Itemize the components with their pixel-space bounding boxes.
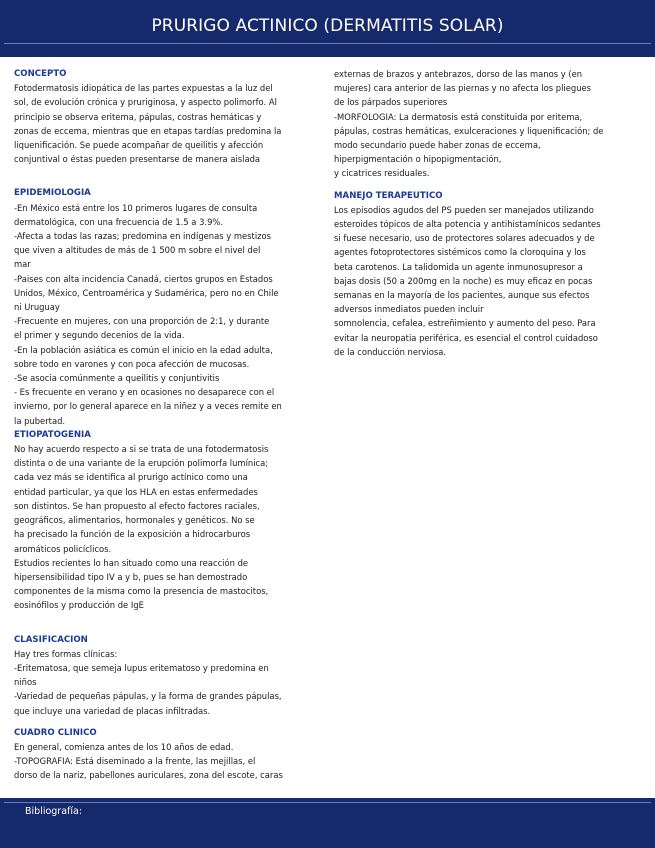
text-line: sol, de evolución crónica y pruriginosa, y aspecto polimorfo. Al	[14, 97, 277, 108]
text-line: mar	[14, 259, 31, 270]
left-column	[14, 67, 324, 783]
text-line: externas de brazos y antebrazos, dorso de las manos y (en	[334, 69, 583, 79]
section-manejo-terapeutico	[334, 189, 640, 359]
footer-divider	[4, 802, 651, 803]
page-header	[0, 0, 655, 57]
text-line: de la conducción nerviosa.	[334, 346, 447, 357]
section-heading: ETIOPATOGENIA	[14, 429, 91, 440]
text-line: eosinófilos y producción de IgE	[14, 600, 144, 611]
text-line: de los párpados superiores	[334, 97, 448, 108]
text-line: sobre todo en varones y con poca afección de mucosas.	[14, 358, 250, 369]
text-line: liquenificación. Se puede acompañar de queilitis y afección	[14, 140, 264, 151]
page-title: PRURIGO ACTINICO (DERMATITIS SOLAR)	[151, 16, 504, 36]
text-line: entidad particular, ya que los HLA en estas enfermedades	[14, 486, 258, 497]
text-line: que viven a altitudes de más de 1 500 m sobre el nivel del	[14, 245, 261, 256]
text-line: No hay acuerdo respecto a si se trata de una fotodermatosis	[14, 444, 269, 455]
text-line: niños	[14, 677, 37, 688]
spacer	[14, 166, 324, 186]
text-line: la pubertad.	[14, 415, 66, 426]
text-line: beta carotenos. La talidomida un agente inmunosupresor a	[334, 261, 583, 272]
text-line: componentes de la misma como la presencia de mastocitos,	[14, 586, 269, 597]
spacer	[334, 181, 640, 189]
text-line: modo secundario puede haber zonas de eccema,	[334, 140, 541, 151]
text-line: conjuntival o éstas pueden presentarse de manera aislada	[14, 154, 261, 165]
text-line: que incluye una variedad de placas infiltradas.	[14, 705, 211, 716]
right-column	[334, 67, 640, 359]
text-line: mujeres) cara anterior de las piernas y no afecta los pliegues	[334, 83, 592, 94]
text-line: -En México está entre los 10 primeros lugares de consulta	[14, 202, 258, 213]
text-line: -Afecta a todas las razas; predomina en indígenas y mestizos	[14, 231, 272, 242]
text-line: -Paises con alta incidencia Canadá, ciertos grupos en Estados	[14, 273, 273, 284]
text-line: -TOPOGRAFIA: Está diseminado a la frente, las mejillas, el	[14, 756, 256, 767]
text-line: -Se asocia comúnmente a queilitis y conjuntivitis	[14, 373, 220, 384]
text-line: evitar la neuropatia periférica, es esencial el control cuidadoso	[334, 332, 598, 343]
text-line: esteroides tópicos de alta potencia y antihistamínicos sedantes	[334, 219, 601, 230]
text-line: cada vez más se identifica al prurigo actínico como una	[14, 472, 248, 483]
text-line: distinta o de una variante de la erupción polimorfa lumínica;	[14, 458, 269, 469]
section-heading: CONCEPTO	[14, 69, 67, 79]
section-epidemiologia	[14, 186, 324, 427]
text-line: son distintos. Se han propuesto al efecto factores raciales,	[14, 500, 260, 511]
text-line: geográficos, alimentarios, hormonales y genéticos. No se	[14, 515, 255, 526]
section-concepto	[14, 67, 324, 166]
text-line: -Eritematosa, que semeja lupus eritematoso y predomina en	[14, 662, 269, 673]
text-line: somnolencia, cefalea, estreñimiento y aumento del peso. Para	[334, 318, 596, 329]
text-line: -Frecuente en mujeres, con una proporción de 2:1, y durante	[14, 316, 270, 327]
text-line: principio se observa eritema, pápulas, costras hemáticas y	[14, 111, 262, 122]
text-line: Hay tres formas clínicas:	[14, 648, 118, 659]
spacer	[14, 613, 324, 633]
text-line: aromáticos policíclicos.	[14, 543, 112, 554]
text-line: - Es frecuente en verano y en ocasiones no desaparece con el	[14, 387, 275, 398]
text-line: y cicatrices residuales.	[334, 168, 430, 179]
section-heading: EPIDEMIOLOGIA	[14, 188, 91, 199]
text-line: Unidos, México, Centroamérica y Sudamérica, pero no en Chile	[14, 287, 279, 298]
section-heading: CLASIFICACION	[14, 634, 88, 645]
text-line: zonas de eccema, mientras que en etapas tardías predomina la	[14, 125, 282, 136]
text-line: hiperpigmentación o hipopigmentación,	[334, 154, 502, 165]
page-footer	[0, 798, 655, 848]
spacer	[14, 718, 324, 726]
section-clasificacion	[14, 633, 324, 718]
text-line: dorso de la nariz, pabellones auriculares, zona del escote, caras	[14, 770, 283, 781]
section-heading: CUADRO CLINICO	[14, 727, 97, 738]
text-line: Fotodermatosis idiopática de las partes expuestas a la luz del	[14, 83, 273, 94]
section-etiopatogenia	[14, 428, 324, 613]
section-cuadro-clinico-continued	[334, 67, 640, 181]
text-line: ha precisado la función de la exposición a hidrocarburos	[14, 529, 251, 540]
text-line: -En la población asiática es común el inicio en la edad adulta,	[14, 344, 273, 355]
text-line: invierno, por lo general aparece en la niñez y a veces remite en	[14, 401, 282, 412]
text-line: -Variedad de pequeñas pápulas, y la forma de grandes pápulas,	[14, 691, 282, 702]
text-line: dermatológica, con una frecuencia de 1.5 a 3.9%.	[14, 216, 224, 227]
text-line: el primer y segundo decenios de la vida.	[14, 330, 185, 341]
text-line: -MORFOLOGIA: La dermatosis está constituida por eritema,	[334, 111, 583, 122]
text-line: Estudios recientes lo han situado como una reacción de	[14, 557, 249, 568]
section-heading: MANEJO TERAPEUTICO	[334, 190, 443, 201]
text-line: ni Uruguay	[14, 302, 60, 313]
text-line: si fuese necesario, uso de protectores solares adecuados y de	[334, 233, 595, 244]
section-cuadro-clinico	[14, 726, 324, 783]
text-line: pápulas, costras hemáticas, exulceraciones y liquenificación; de	[334, 125, 604, 136]
text-line: En general, comienza antes de los 10 años de edad.	[14, 741, 234, 752]
text-line: bajas dosis (50 a 200mg en la noche) es muy eficaz en pocas	[334, 275, 593, 286]
text-line: agentes fotoprotectores sistémicos como la cloroquina y los	[334, 247, 586, 258]
text-line: adversos inmediatos pueden incluir	[334, 304, 484, 315]
text-line: semanas en la mayoría de los pacientes, aunque sus efectos	[334, 290, 590, 301]
bibliography-label: Bibliografía:	[25, 806, 83, 817]
header-divider	[4, 43, 651, 44]
text-line: hipersensibilidad tipo IV a y b, pues se han demostrado	[14, 571, 248, 582]
text-line: Los episodios agudos del PS pueden ser manejados utilizando	[334, 204, 594, 215]
